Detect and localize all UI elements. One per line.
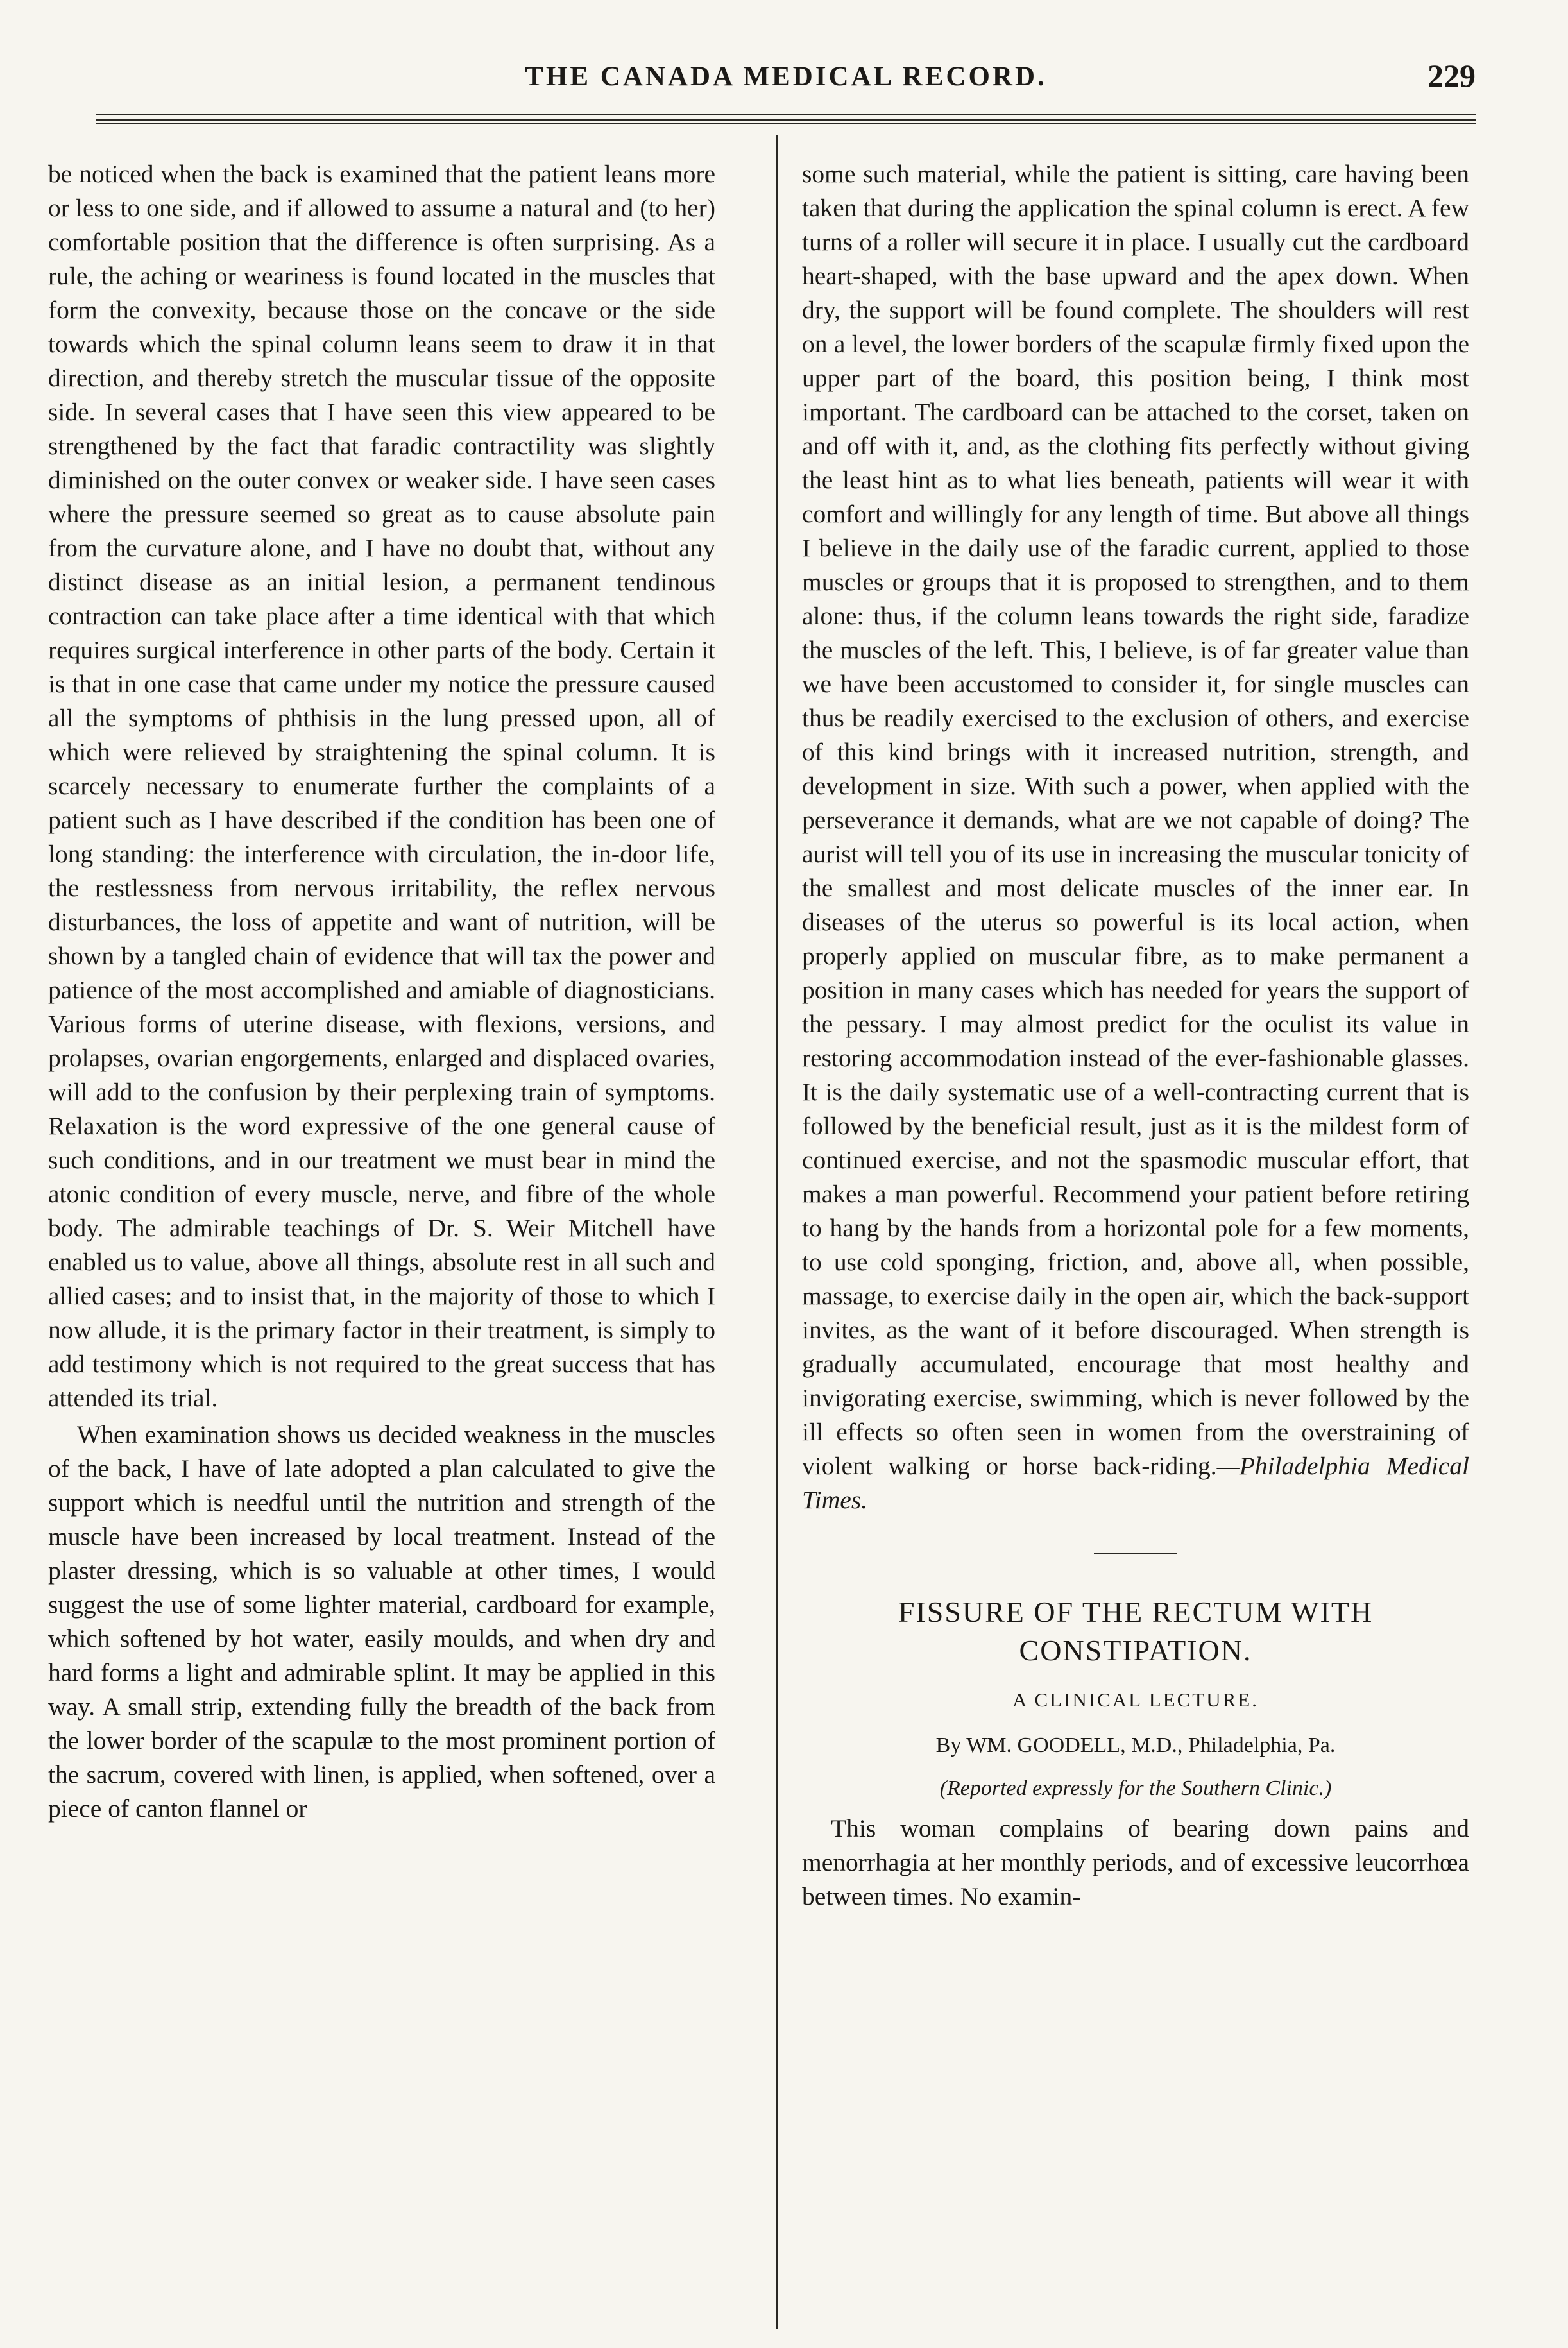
right-column	[802, 157, 1469, 1914]
body-paragraph: This woman complains of bearing down pains and menorrhagia at her monthly periods, and of excessive leucorrhœa between times. No examin-	[802, 1814, 1469, 1910]
body-paragraph: be noticed when the back is examined that the patient leans more or less to one side, and if allowed to assume a natural and (to her) comfortable position that the difference is often surprising. As a rule, the aching or weariness is found located in the muscles that form the convexity, because those on the concave or the side towards which the spinal column leans seem to draw it in that direction, and thereby stretch the muscular tissue of the opposite side. In several cases that I have seen this view appeared to be strengthened by the fact that faradic contractility was slightly diminished on the outer convex or weaker side. I have seen cases where the pressure seemed so great as to cause absolute pain from the curvature alone, and I have no doubt that, without any distinct disease as an initial lesion, a permanent tendinous contraction can take place after a time identical with that which requires surgical interference in other parts of the body. Certain it is that in one case that came under my notice the pressure caused all the symptoms of phthisis in the lung pressed upon, all of which were relieved by straightening the spinal column. It is scarcely necessary to enumerate further the complaints of a patient such as I have described if the condition has been one of long standing: the interference with circulation, the in-door life, the restlessness from nervous irritability, the reflex nervous disturbances, the loss of appetite and want of nutrition, will be shown by a tangled chain of evidence that will tax the power and patience of the most accomplished and amiable of diagnosticians. Various forms of uterine disease, with flexions, versions, and prolapses, ovarian engorgements, enlarged and displaced ovaries, will add to the confusion by their perplexing train of symptoms. Relaxation is the word expressive of the one general cause of such conditions, and in our treatment we must bear in mind the atonic condition of every muscle, nerve, and fibre of the whole body. The admirable teachings of Dr. S. Weir Mitchell have enabled us to value, above all things, absolute rest in all such and allied cases; and to insist that, in the majority of those to which I now allude, it is the primary factor in their treatment, is simply to add testimony which is not required to the great success that has attended its trial.	[48, 160, 715, 1412]
journal-title: THE CANADA MEDICAL RECORD.	[525, 62, 1047, 92]
source-citation: —Philadelphia Medical Times.	[802, 1452, 1469, 1514]
article-note: (Reported expressly for the Southern Clinic.)	[939, 1776, 1332, 1800]
header-rule	[96, 119, 1476, 121]
header-rule	[96, 123, 1476, 124]
article-subtitle: A CLINICAL LECTURE.	[1012, 1689, 1259, 1711]
article-byline: By WM. GOODELL, M.D., Philadelphia, Pa.	[935, 1733, 1336, 1757]
column-divider	[776, 135, 778, 2329]
body-paragraph: When examination shows us decided weakness in the muscles of the back, I have of late adopted a plan calculated to give the support which is needful until the nutrition and strength of the muscle have been increased by local treatment. Instead of the plaster dressing, which is so valuable at other times, I would suggest the use of some lighter material, cardboard for example, which softened by hot water, easily moulds, and when dry and hard forms a light and admirable splint. It may be applied in this way. A small strip, extending fully the breadth of the back from the lower border of the scapulæ to the most prominent portion of the sacrum, covered with linen, is applied, when softened, over a piece of canton flannel or	[48, 1420, 715, 1823]
page-number: 229	[1427, 58, 1476, 94]
article-title: FISSURE OF THE RECTUM WITH CONSTIPATION.	[898, 1595, 1374, 1667]
left-column	[48, 157, 715, 1826]
section-separator	[1094, 1553, 1177, 1554]
header-rule	[96, 114, 1476, 115]
body-text: some such material, while the patient is sitting, care having been taken that during the application the spinal column is erect. A few turns of a roller will secure it in place. I usually cut the cardboard heart-shaped, with the base upward and the apex down. When dry, the support will be found complete. The shoulders will rest on a level, the lower borders of the scapulæ firmly fixed upon the upper part of the board, this position being, I think most important. The cardboard can be attached to the corset, taken on and off with it, and, as the clothing fits perfectly without giving the least hint as to what lies beneath, patients will wear it with comfort and willingly for any length of time. But above all things I believe in the daily use of the faradic current, applied to those muscles or groups that it is proposed to strengthen, and to them alone: thus, if the column leans towards the right side, faradize the muscles of the left. This, I believe, is of far greater value than we have been accustomed to consider it, for single muscles can thus be readily exercised to the exclusion of others, and exercise of this kind brings with it increased nutrition, strength, and development in size. With such a power, when applied with the perseverance it demands, what are we not capable of doing? The aurist will tell you of its use in increasing the muscular tonicity of the smallest and most delicate muscles of the inner ear. In diseases of the uterus so powerful is its local action, when properly applied on muscular fibre, as to make permanent a position in many cases which has needed for years the support of the pessary. I may almost predict for the oculist its value in restoring accommodation instead of the ever-fashionable glasses. It is the daily systematic use of a well-contracting current that is followed by the beneficial result, just as it is the mildest form of continued exercise, and not the spasmodic muscular effort, that makes a man powerful. Recommend your patient before retiring to hang by the hands from a horizontal pole for a few moments, to use cold sponging, friction, and, above all, when possible, massage, to exercise daily in the open air, which the back-support invites, as the want of it before discouraged. When strength is gradually accumulated, encourage that most healthy and invigorating exercise, swimming, which is never followed by the ill effects so often seen in women from the overstraining of violent walking or horse back-riding.	[802, 160, 1469, 1480]
running-head	[96, 58, 1476, 99]
body-paragraph	[802, 157, 1469, 1517]
